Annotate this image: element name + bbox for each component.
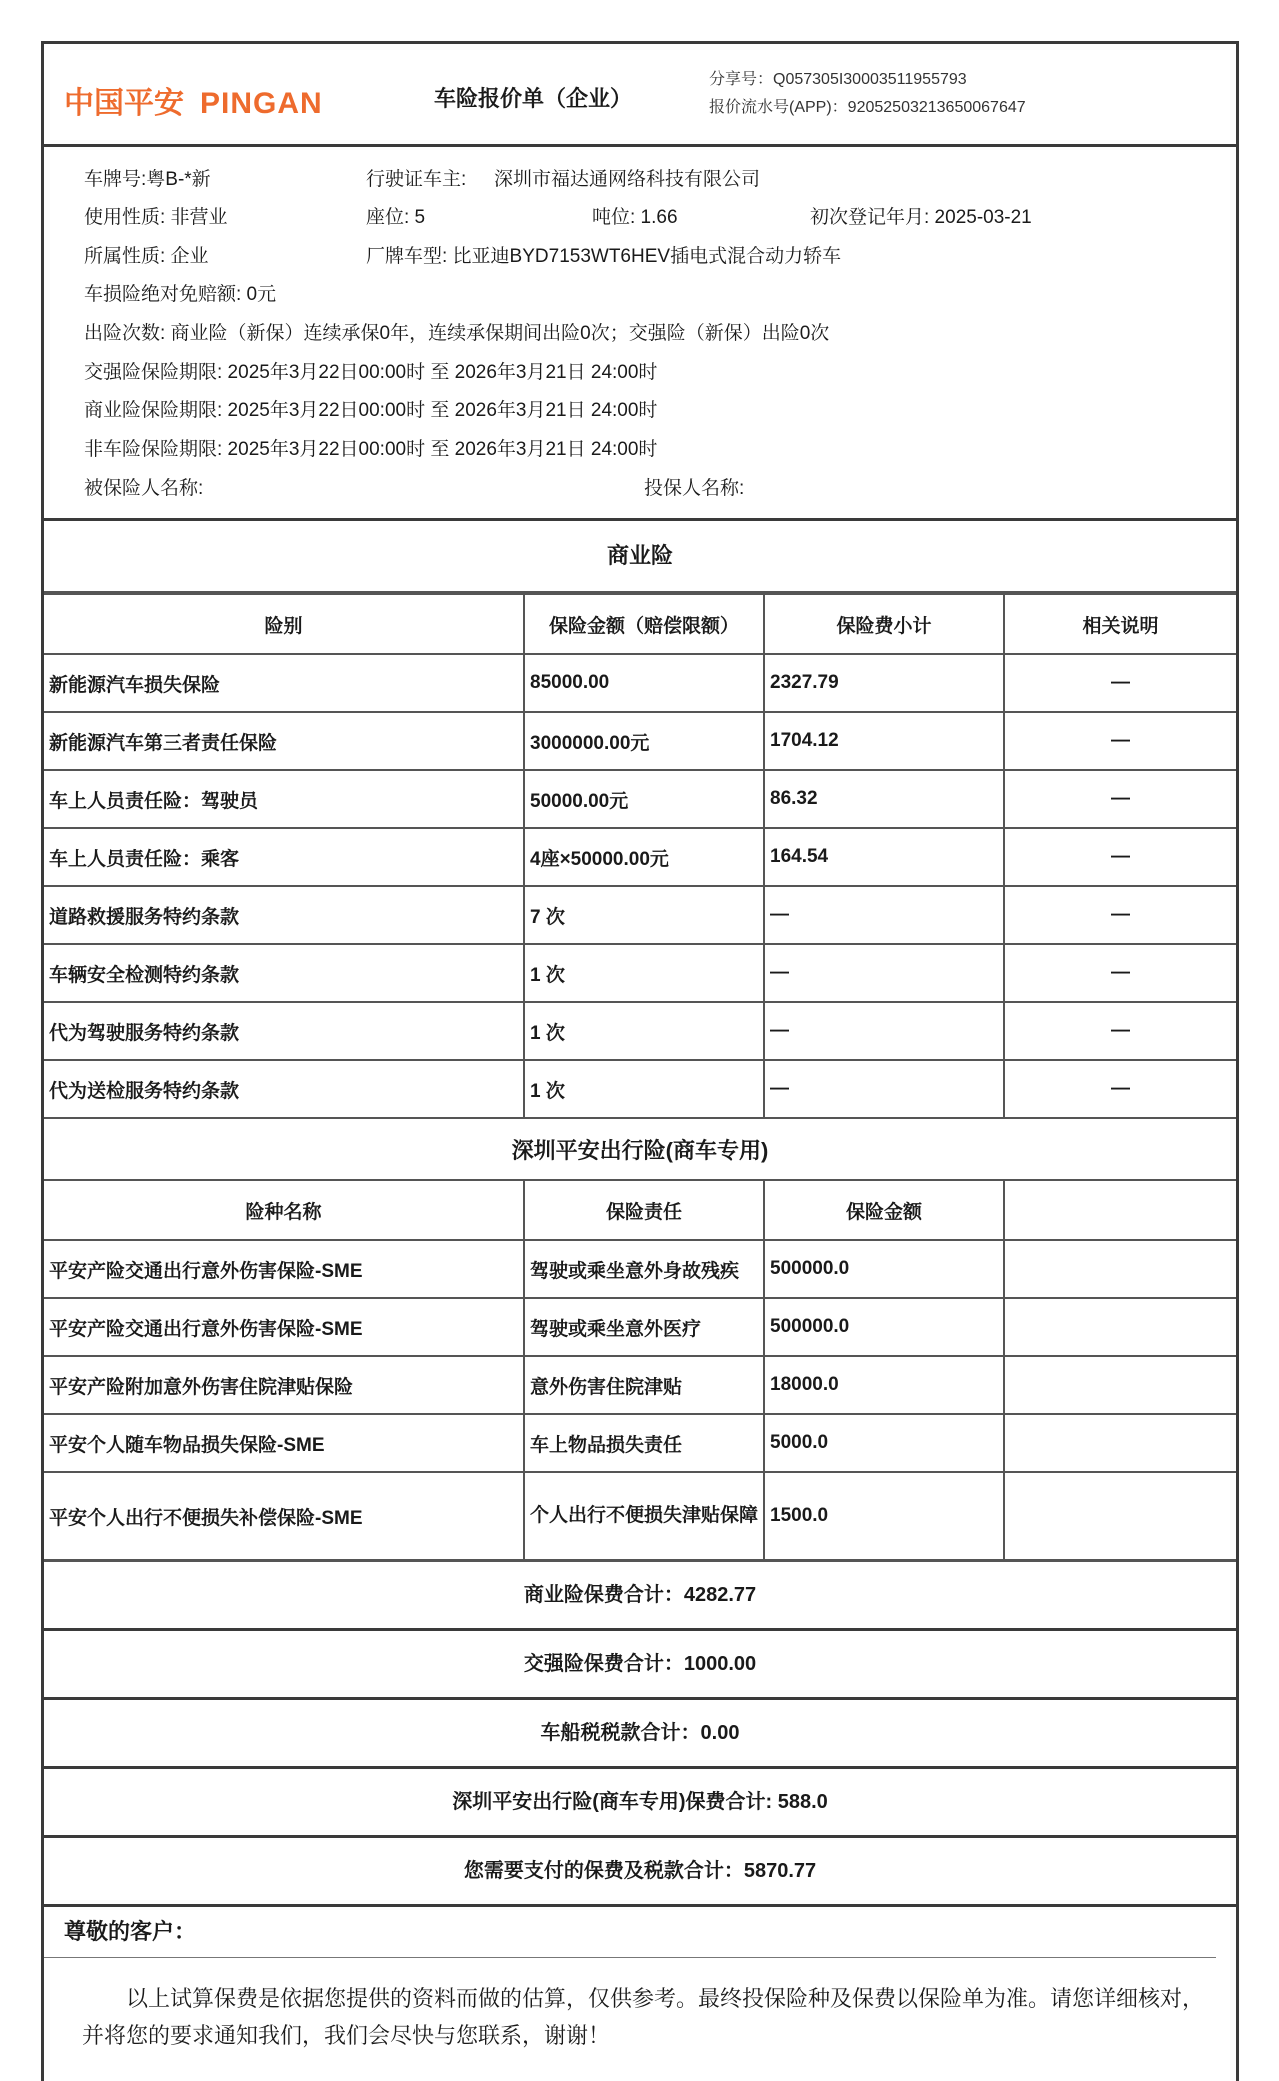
col-header: 险别: [44, 594, 524, 654]
vehicle-model: 厂牌车型: 比亚迪BYD7153WT6HEV插电式混合动力轿车: [366, 246, 842, 267]
coverage-premium: 2327.79: [764, 654, 1004, 712]
coverage-amount: 7 次: [524, 886, 764, 944]
usage-nature: 使用性质: 非营业: [84, 207, 228, 228]
insured-name: 被保险人名称:: [84, 478, 204, 499]
col-header: 险种名称: [44, 1180, 524, 1240]
travel-extra: [1004, 1472, 1236, 1560]
travel-insurance-name: 平安产险交通出行意外伤害保险-SME: [44, 1240, 524, 1298]
travel-extra: [1004, 1414, 1236, 1472]
coverage-note: —: [1004, 770, 1236, 828]
coverage-amount: 1 次: [524, 1060, 764, 1118]
page-title: 车险报价单（企业）: [434, 86, 633, 111]
ownership-nature: 所属性质: 企业: [84, 246, 209, 267]
plate-number: 车牌号:粤B-*新: [84, 169, 211, 190]
coverage-amount: 85000.00: [524, 654, 764, 712]
coverage-note: —: [1004, 654, 1236, 712]
coverage-premium: —: [764, 886, 1004, 944]
travel-extra: [1004, 1298, 1236, 1356]
travel-liability: 个人出行不便损失津贴保障: [524, 1472, 764, 1560]
table-row: [44, 1414, 1236, 1472]
first-registration: 初次登记年月: 2025-03-21: [810, 207, 1032, 228]
coverage-premium: —: [764, 944, 1004, 1002]
coverage-amount: 1 次: [524, 1002, 764, 1060]
coverage-premium: —: [764, 1060, 1004, 1118]
coverage-amount: 4座×50000.00元: [524, 828, 764, 886]
travel-liability: 意外伤害住院津贴: [524, 1356, 764, 1414]
compulsory-period: 交强险保险期限: 2025年3月22日00:00时 至 2026年3月21日 24:00时: [84, 362, 658, 383]
travel-amount: 1500.0: [764, 1472, 1004, 1560]
coverage-name: 道路救援服务特约条款: [44, 886, 524, 944]
travel-insurance-name: 平安个人随车物品损失保险-SME: [44, 1414, 524, 1472]
travel-title-row: [44, 1118, 1236, 1180]
logo-en: PINGAN: [200, 87, 323, 120]
deductible: 车损险绝对免赔额: 0元: [84, 284, 277, 305]
table-row: [44, 1002, 1236, 1060]
travel-header-row: [44, 1180, 1236, 1240]
grand-total: 您需要支付的保费及税款合计：5870.77: [44, 1838, 1236, 1907]
travel-insurance-name: 平安产险附加意外伤害住院津贴保险: [44, 1356, 524, 1414]
seat-count: 座位: 5: [366, 207, 426, 228]
applicant-name: 投保人名称:: [644, 478, 745, 499]
commercial-header-row: [44, 594, 1236, 654]
coverage-note: —: [1004, 1060, 1236, 1118]
col-header: 保险金额: [764, 1180, 1004, 1240]
notice-text: 以上试算保费是依据您提供的资料而做的估算，仅供参考。最终投保险种及保费以保险单为准。请您详细核对，并将您的要求通知我们，我们会尽快与您联系，谢谢！: [82, 1986, 1205, 2048]
coverage-name: 代为送检服务特约条款: [44, 1060, 524, 1118]
quote-sheet: [41, 41, 1239, 2081]
claim-history: 出险次数: 商业险（新保）连续承保0年，连续承保期间出险0次；交强险（新保）出险0次: [84, 323, 830, 344]
table-row: [44, 1356, 1236, 1414]
col-header: [1004, 1180, 1236, 1240]
travel-amount: 500000.0: [764, 1298, 1004, 1356]
owner-label: 行驶证车主:: [366, 169, 467, 190]
coverage-name: 车辆安全检测特约条款: [44, 944, 524, 1002]
coverage-table: [44, 593, 1236, 1561]
col-header: 保险费小计: [764, 594, 1004, 654]
reference-numbers: [709, 66, 1026, 122]
coverage-premium: 164.54: [764, 828, 1004, 886]
travel-amount: 500000.0: [764, 1240, 1004, 1298]
tonnage: 吨位: 1.66: [592, 207, 678, 228]
coverage-name: 代为驾驶服务特约条款: [44, 1002, 524, 1060]
travel-amount: 5000.0: [764, 1414, 1004, 1472]
coverage-name: 新能源汽车损失保险: [44, 654, 524, 712]
travel-insurance-name: 平安个人出行不便损失补偿保险-SME: [44, 1472, 524, 1560]
table-row: [44, 1240, 1236, 1298]
col-header: 保险金额（赔偿限额）: [524, 594, 764, 654]
col-header: 相关说明: [1004, 594, 1236, 654]
coverage-note: —: [1004, 1002, 1236, 1060]
coverage-premium: 1704.12: [764, 712, 1004, 770]
table-row: [44, 828, 1236, 886]
vessel-tax-total: 车船税税款合计：0.00: [44, 1700, 1236, 1769]
noncar-period: 非车险保险期限: 2025年3月22日00:00时 至 2026年3月21日 24:00时: [84, 439, 658, 460]
commercial-section-title: 商业险: [44, 521, 1236, 593]
coverage-amount: 50000.00元: [524, 770, 764, 828]
greeting: 尊敬的客户：: [44, 1907, 1216, 1958]
logo-cn: 中国平安: [64, 87, 184, 120]
travel-liability: 驾驶或乘坐意外医疗: [524, 1298, 764, 1356]
serial-number: 报价流水号(APP)：92052503213650067647: [709, 99, 1026, 116]
travel-section-title: 深圳平安出行险(商车专用): [44, 1118, 1236, 1180]
coverage-name: 车上人员责任险：乘客: [44, 828, 524, 886]
table-row: [44, 770, 1236, 828]
table-row: [44, 944, 1236, 1002]
quote-header: [44, 44, 1236, 147]
commercial-premium-total: 商业险保费合计：4282.77: [44, 1561, 1236, 1631]
coverage-amount: 1 次: [524, 944, 764, 1002]
table-row: [44, 654, 1236, 712]
pingan-logo: [64, 78, 323, 122]
coverage-name: 车上人员责任险：驾驶员: [44, 770, 524, 828]
table-row: [44, 1060, 1236, 1118]
coverage-premium: —: [764, 1002, 1004, 1060]
vehicle-info: [44, 147, 1236, 521]
travel-insurance-name: 平安产险交通出行意外伤害保险-SME: [44, 1298, 524, 1356]
coverage-note: —: [1004, 712, 1236, 770]
travel-extra: [1004, 1356, 1236, 1414]
table-row: [44, 712, 1236, 770]
travel-premium-total: 深圳平安出行险(商车专用)保费合计: 588.0: [44, 1769, 1236, 1838]
table-row: [44, 1472, 1236, 1560]
compulsory-premium-total: 交强险保费合计：1000.00: [44, 1631, 1236, 1700]
coverage-amount: 3000000.00元: [524, 712, 764, 770]
table-row: [44, 1298, 1236, 1356]
travel-amount: 18000.0: [764, 1356, 1004, 1414]
coverage-premium: 86.32: [764, 770, 1004, 828]
travel-liability: 驾驶或乘坐意外身故残疾: [524, 1240, 764, 1298]
coverage-name: 新能源汽车第三者责任保险: [44, 712, 524, 770]
owner-value: 深圳市福达通网络科技有限公司: [494, 169, 761, 190]
coverage-note: —: [1004, 828, 1236, 886]
table-row: [44, 886, 1236, 944]
col-header: 保险责任: [524, 1180, 764, 1240]
coverage-note: —: [1004, 886, 1236, 944]
coverage-note: —: [1004, 944, 1236, 1002]
commercial-period: 商业险保险期限: 2025年3月22日00:00时 至 2026年3月21日 24:00时: [84, 400, 658, 421]
travel-liability: 车上物品损失责任: [524, 1414, 764, 1472]
share-number: 分享号：Q057305I30003511955793: [709, 71, 967, 88]
travel-extra: [1004, 1240, 1236, 1298]
